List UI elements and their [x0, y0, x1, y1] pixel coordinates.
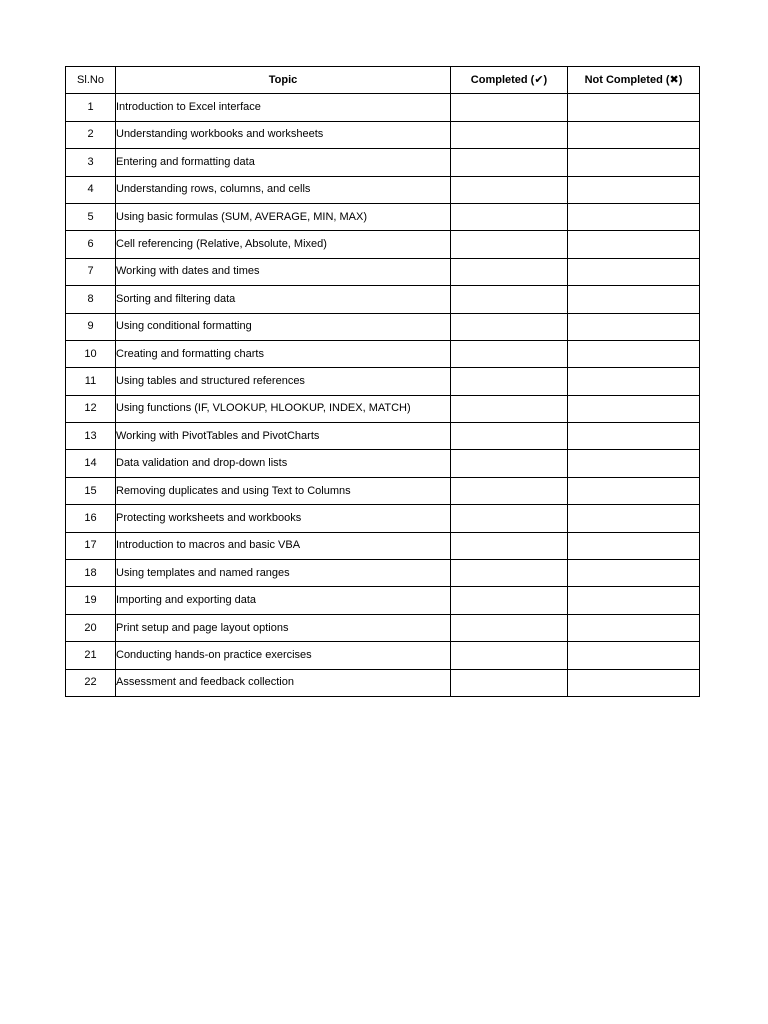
row-slno: 17	[66, 532, 116, 559]
completed-cell[interactable]	[451, 587, 568, 614]
row-topic: Using templates and named ranges	[116, 560, 451, 587]
row-topic: Assessment and feedback collection	[116, 669, 451, 696]
row-topic: Protecting worksheets and workbooks	[116, 505, 451, 532]
not-completed-cell[interactable]	[568, 121, 700, 148]
not-completed-cell[interactable]	[568, 313, 700, 340]
row-slno: 7	[66, 258, 116, 285]
completed-cell[interactable]	[451, 423, 568, 450]
not-completed-cell[interactable]	[568, 642, 700, 669]
row-topic: Working with dates and times	[116, 258, 451, 285]
row-topic: Using conditional formatting	[116, 313, 451, 340]
row-slno: 9	[66, 313, 116, 340]
table-row	[66, 340, 700, 367]
row-topic: Creating and formatting charts	[116, 340, 451, 367]
table-row	[66, 587, 700, 614]
row-slno: 15	[66, 477, 116, 504]
table-row	[66, 231, 700, 258]
table-row	[66, 642, 700, 669]
table-row	[66, 505, 700, 532]
completed-cell[interactable]	[451, 368, 568, 395]
not-completed-cell[interactable]	[568, 669, 700, 696]
row-topic: Understanding rows, columns, and cells	[116, 176, 451, 203]
not-completed-cell[interactable]	[568, 231, 700, 258]
row-topic: Sorting and filtering data	[116, 286, 451, 313]
topic-checklist-table	[65, 66, 700, 697]
header-completed: Completed (✔)	[451, 67, 568, 94]
completed-cell[interactable]	[451, 313, 568, 340]
table-row	[66, 423, 700, 450]
completed-cell[interactable]	[451, 176, 568, 203]
completed-cell[interactable]	[451, 231, 568, 258]
not-completed-cell[interactable]	[568, 450, 700, 477]
not-completed-cell[interactable]	[568, 477, 700, 504]
row-topic: Print setup and page layout options	[116, 614, 451, 641]
row-slno: 20	[66, 614, 116, 641]
row-slno: 16	[66, 505, 116, 532]
row-slno: 22	[66, 669, 116, 696]
row-slno: 14	[66, 450, 116, 477]
completed-cell[interactable]	[451, 669, 568, 696]
checklist-sheet	[65, 66, 700, 697]
row-slno: 10	[66, 340, 116, 367]
completed-cell[interactable]	[451, 477, 568, 504]
not-completed-cell[interactable]	[568, 149, 700, 176]
completed-cell[interactable]	[451, 149, 568, 176]
row-topic: Understanding workbooks and worksheets	[116, 121, 451, 148]
table-row	[66, 368, 700, 395]
not-completed-cell[interactable]	[568, 286, 700, 313]
not-completed-cell[interactable]	[568, 423, 700, 450]
row-slno: 6	[66, 231, 116, 258]
not-completed-cell[interactable]	[568, 505, 700, 532]
completed-cell[interactable]	[451, 614, 568, 641]
header-topic: Topic	[116, 67, 451, 94]
table-row	[66, 313, 700, 340]
completed-cell[interactable]	[451, 94, 568, 121]
completed-cell[interactable]	[451, 450, 568, 477]
not-completed-cell[interactable]	[568, 94, 700, 121]
not-completed-cell[interactable]	[568, 258, 700, 285]
row-slno: 3	[66, 149, 116, 176]
row-topic: Importing and exporting data	[116, 587, 451, 614]
table-row	[66, 149, 700, 176]
table-row	[66, 121, 700, 148]
completed-cell[interactable]	[451, 340, 568, 367]
completed-cell[interactable]	[451, 642, 568, 669]
table-row	[66, 614, 700, 641]
table-body	[66, 94, 700, 697]
table-row	[66, 286, 700, 313]
table-row	[66, 176, 700, 203]
completed-cell[interactable]	[451, 286, 568, 313]
table-row	[66, 395, 700, 422]
completed-cell[interactable]	[451, 395, 568, 422]
row-topic: Introduction to Excel interface	[116, 94, 451, 121]
not-completed-cell[interactable]	[568, 395, 700, 422]
row-topic: Introduction to macros and basic VBA	[116, 532, 451, 559]
row-slno: 13	[66, 423, 116, 450]
completed-cell[interactable]	[451, 121, 568, 148]
not-completed-cell[interactable]	[568, 340, 700, 367]
table-row	[66, 94, 700, 121]
row-slno: 12	[66, 395, 116, 422]
table-row	[66, 669, 700, 696]
completed-cell[interactable]	[451, 560, 568, 587]
row-topic: Cell referencing (Relative, Absolute, Mixed)	[116, 231, 451, 258]
completed-cell[interactable]	[451, 258, 568, 285]
completed-cell[interactable]	[451, 203, 568, 230]
row-topic: Conducting hands-on practice exercises	[116, 642, 451, 669]
row-topic: Working with PivotTables and PivotCharts	[116, 423, 451, 450]
row-slno: 1	[66, 94, 116, 121]
row-slno: 11	[66, 368, 116, 395]
row-slno: 18	[66, 560, 116, 587]
completed-cell[interactable]	[451, 532, 568, 559]
row-topic: Entering and formatting data	[116, 149, 451, 176]
not-completed-cell[interactable]	[568, 587, 700, 614]
row-slno: 19	[66, 587, 116, 614]
table-row	[66, 560, 700, 587]
row-topic: Using basic formulas (SUM, AVERAGE, MIN, MAX)	[116, 203, 451, 230]
header-row	[66, 67, 700, 94]
row-topic: Using tables and structured references	[116, 368, 451, 395]
table-row	[66, 258, 700, 285]
table-row	[66, 203, 700, 230]
row-slno: 4	[66, 176, 116, 203]
row-slno: 5	[66, 203, 116, 230]
header-slno: Sl.No	[66, 67, 116, 94]
row-topic: Removing duplicates and using Text to Columns	[116, 477, 451, 504]
not-completed-cell[interactable]	[568, 203, 700, 230]
not-completed-cell[interactable]	[568, 614, 700, 641]
row-slno: 21	[66, 642, 116, 669]
row-slno: 2	[66, 121, 116, 148]
not-completed-cell[interactable]	[568, 560, 700, 587]
table-row	[66, 532, 700, 559]
row-topic: Using functions (IF, VLOOKUP, HLOOKUP, INDEX, MATCH)	[116, 395, 451, 422]
not-completed-cell[interactable]	[568, 532, 700, 559]
not-completed-cell[interactable]	[568, 368, 700, 395]
header-not-completed: Not Completed (✖)	[568, 67, 700, 94]
row-slno: 8	[66, 286, 116, 313]
row-topic: Data validation and drop-down lists	[116, 450, 451, 477]
table-row	[66, 450, 700, 477]
table-row	[66, 477, 700, 504]
completed-cell[interactable]	[451, 505, 568, 532]
not-completed-cell[interactable]	[568, 176, 700, 203]
